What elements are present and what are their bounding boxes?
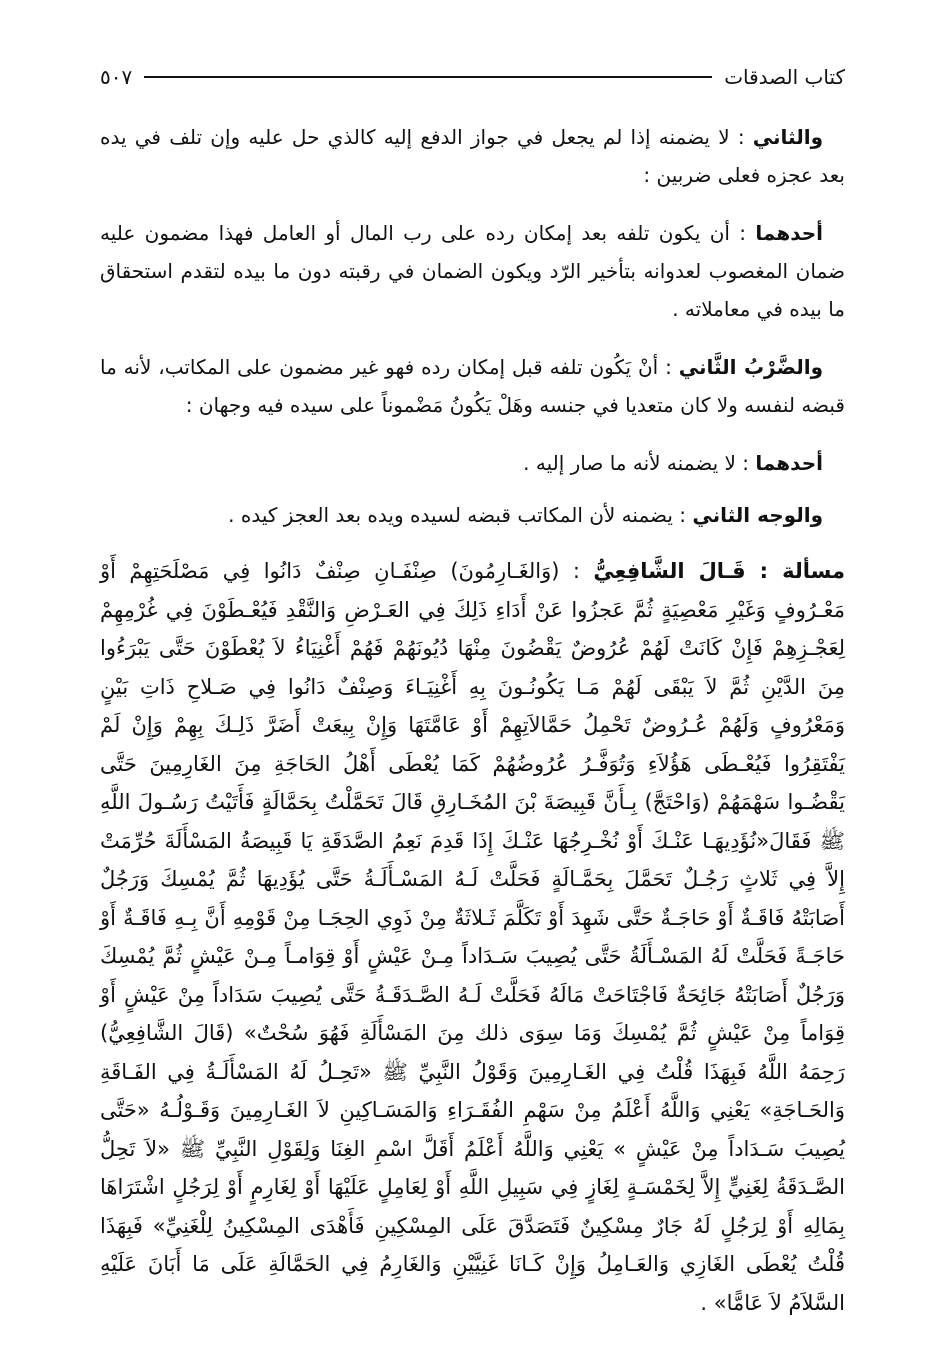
paragraph-first-opinion (100, 444, 845, 482)
paragraph-text: : لا يضمنه لأنه ما صار إليه . (523, 451, 750, 475)
paragraph-first-case (100, 214, 845, 328)
paragraph-lead: والضَّرْبُ الثَّاني (678, 355, 824, 379)
paragraph-text: : لا يضمنه إذا لم يجعل في جواز الدفع إليه كالذي حل عليه وإن تلف في يده بعد عجزه فعلى ضربين : (100, 125, 845, 187)
paragraph-text: : يضمنه لأن المكاتب قبضه لسيده ويده بعد العجز كيده . (228, 503, 687, 527)
paragraph-second-opinion (100, 496, 845, 534)
paragraph-second-type (100, 348, 845, 424)
book-title: كتاب الصدقات (724, 65, 845, 89)
masala-lead: مسألة : قَـالَ الشَّافِعِيُّ (593, 559, 845, 583)
paragraph-lead: أحدهما (755, 451, 823, 475)
masala-block (100, 552, 845, 1322)
paragraph-text: : أن يكون تلفه بعد إمكان رده على رب المال أو العامل فهذا مضمون عليه ضمان المغصوب لعدوانه بتأخير الرّد ويكون الضمان في رقبته دون ما بيده لتقدم استحقاق ما بيده في معاملاته . (100, 221, 845, 321)
paragraph-lead: والثاني (752, 125, 823, 149)
masala-text: : (وَالغَـارِمُونَ) صِنْفَـانِ صِنْفٌ دَانُوا فِي مَصْلَحَتِهِمْ أَوْ مَعْـرُوفٍ وَغَيْرِ مَعْصِيَةٍ ثُمَّ عَجزُوا عَنْ أَدَاءِ ذَلِكَ فِي العَـرْضِ وَالنَّقْدِ فَيُعْـطَوْنَ فِي غُرْمِهِمْ لِعَجْـزِهِمْ فَإِنْ كَانَتْ لَهُمْ عُرُوضٌ يَقْضُونَ مِنْهَا دُيُونَهُمْ فَهُمْ أَغْنِيَاءُ لاَ يُعْطَوْنَ حَتَّى يَبْرَءُوا مِنَ الدَّيْنِ ثُمَّ لاَ يَبْقَى لَهُمْ مَـا يَكُونُـونَ بِهِ أَغْنِيَـاءَ وَصِنْفٌ دَانُوا فِي صَـلاحِ ذَاتِ بَيْنٍ وَمَعْرُوفٍ وَلَهُمْ عُـرُوضٌ تَحْمِلُ حَمَّالاَتِهِمْ أَوْ عَامَّتَهَا وَإِنْ بِيعَتْ أَضَرَّ ذَلِـكَ بِهِمْ وَإِنْ لَمْ يَفْتَقِرُوا فَيُعْـطَى هَؤُلاَءِ وَتُوَفَّـرُ عُرُوضُهُمْ كَمَا يُعْطَى أَهْلُ الحَاجَةِ مِنَ الغَارِمِينَ حَتَّى يَقْضُـوا سَهْمَهُمْ (وَاحْتَجَّ) بِـأَنَّ قَبِيصَةَ بْنَ المُخَـارِقِ قَالَ تَحَمَّلْتُ بِحَمَّالَةٍ فَأَتَيْتُ رَسُـولَ اللَّهِ ﷺ فَقَالَ«نُؤَدِيهَـا عَنْـكَ أَوْ نُخْـرِجُهَا عَنْـكَ إِذَا قَدِمَ نَعِمُ الصَّدَقَةِ يَا قَبِيصَةُ المَسْأَلَةَ حُرِّمَتْ إِلاَّ فِي ثَلاثٍ رَجُـلٌ تَحَمَّلَ بِحَمَّـالَةٍ فَحَلَّتْ لَـهُ المَسْـأَلَـةُ حَتَّى يُؤَدِيهَا ثُمَّ يُمْسِكَ وَرَجُلٌ أَصَابَتْهُ فَاقَـةٌ أَوْ حَاجَـةٌ حَتَّى شَهِدَ أَوْ تَكَلَّمَ ثَـلاثَةٌ مِنْ ذَوِي الحِجَـا مِنْ قَوْمِهِ أَنَّ بِـهِ فَاقَـةٌ أَوْ حَاجَـةً فَحَلَّتْ لَهُ المَسْـأَلَةُ حَتَّى يُصِيبَ سَـدَاداً مِـنْ عَيْشٍ أَوْ قِوَامـاً مِـنْ عَيْشٍ ثُمَّ يُمْسِكَ وَرَجُلٌ أَصَابَتْهُ جَائِحَةٌ فَاجْتَاحَتْ مَالَهُ فَحَلَّتْ لَـهُ الصَّـدَقَـةُ حَتَّى يُصِيبَ سَدَاداً مِنْ عَيْشٍ أَوْ قِوَاماً مِنْ عَيْشٍ ثُمَّ يُمْسِكَ وَمَا سِوَى ذلك مِنَ المَسْأَلَةِ فَهُوَ سُحْتٌ» (قَالَ الشَّافِعِيُّ) رَحِمَهُ اللَّهُ فَبِهَذَا قُلْتُ فِي الغَـارِمِينَ وَقَوْلُ النَّبِيِّ ﷺ «تَحِـلُ لَهُ المَسْأَلَـةُ فِي الفَـاقَةِ وَالحَـاجَةِ» يَعْنِي وَاللَّهُ أَعْلَمُ مِنْ سَهْمِ الفُقَـرَاءِ وَالمَسَـاكِينِ لاَ الغَـارِمِينَ وَقَـوْلُـهُ «حَتَّى يُصِيبَ سَـدَاداً مِنْ عَيْشٍ » يَعْنِي وَاللَّهُ أَعْلَمُ أَقَلَّ اسْمِ الغِنَا وَلِقَوْلِ النَّبِيِّ ﷺ «لاَ تَحِلُّ الصَّـدَقَةُ لِغَنِيٍّ إِلاَّ لِخَمْسَـةٍ لِغَازٍ فِي سَبِيلِ اللَّهِ أَوْ لِعَامِلٍ عَلَيْهَا أَوْ لِغَارِمٍ أَوْ لِرَجُلٍ اشْتَرَاهَا بِمَالِهِ أَوْ لِرَجُلٍ لَهُ جَارٌ مِسْكِينٌ فَتَصَدَّقَ عَلَى المِسْكِينِ فَأَهْدَى المِسْكِينُ لِلْغَنِيِّ» فَبِهَذَا قُلْتُ يُعْطَى الغَازِي وَالعَـامِلُ وَإِنْ كَـانَا غَنِيَّيْنِ وَالغَارِمُ فِي الحَمَّالَةِ عَلَى مَا أَبَانَ عَلَيْهِ السَّلاَمُ لاَ عَامًّا» . (100, 559, 845, 1315)
paragraph-text: : أنْ يَكُون تلفه قبل إمكان رده فهو غير مضمون على المكاتب، لأنه ما قبضه لنفسه ولا كان متعديا في جنسه وهَلْ يَكُونُ مَضْموناً على سيده فيه وجهان : (100, 355, 845, 417)
paragraph-second (100, 118, 845, 194)
running-header (100, 62, 845, 92)
header-rule (144, 76, 712, 78)
paragraph-lead: أحدهما (755, 221, 824, 245)
paragraph-lead: والوجه الثاني (692, 503, 823, 527)
page-content (100, 118, 845, 1322)
page-number: ٥٠٧ (100, 65, 133, 89)
